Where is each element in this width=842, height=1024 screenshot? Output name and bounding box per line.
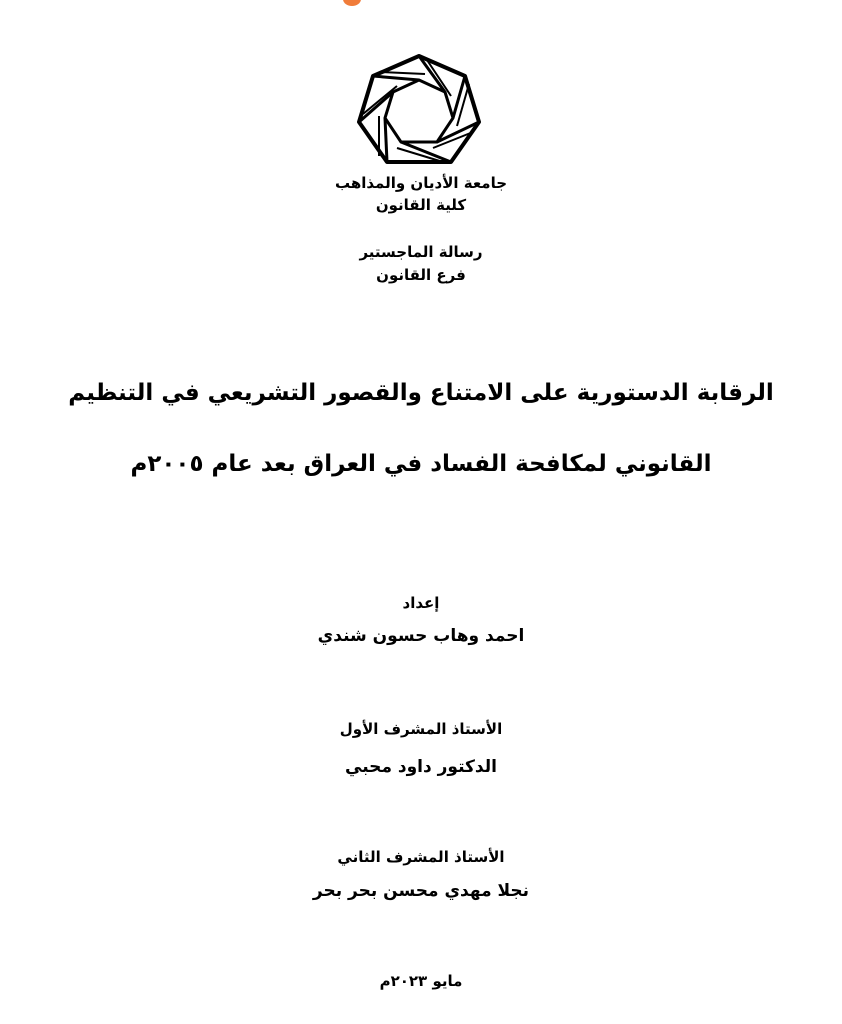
submission-date: مايو ٢٠٢٣م — [379, 972, 463, 990]
supervisor2-label: الأستاذ المشرف الثاني — [337, 848, 505, 866]
thesis-title-line-1: الرقابة الدستورية على الامتناع والقصور التشريعي في التنظيم — [68, 380, 774, 406]
thesis-title-line-2: القانوني لمكافحة الفساد في العراق بعد عام ٢٠٠٥م — [130, 451, 712, 477]
faculty-name: كلية القانون — [375, 196, 467, 214]
university-name: جامعة الأديان والمذاهب — [334, 174, 508, 192]
supervisor2-name: نجلا مهدي محسن بحر بحر — [312, 881, 530, 901]
orange-dot-decoration — [343, 0, 361, 6]
author-label: إعداد — [402, 594, 440, 612]
author-name: احمد وهاب حسون شندي — [317, 626, 525, 646]
supervisor1-name: الدكتور داود محبي — [345, 757, 497, 777]
supervisor1-label: الأستاذ المشرف الأول — [339, 720, 503, 738]
degree-branch: فرع القانون — [376, 266, 466, 284]
university-emblem-icon — [353, 52, 485, 170]
degree-type: رسالة الماجستير — [359, 243, 483, 261]
